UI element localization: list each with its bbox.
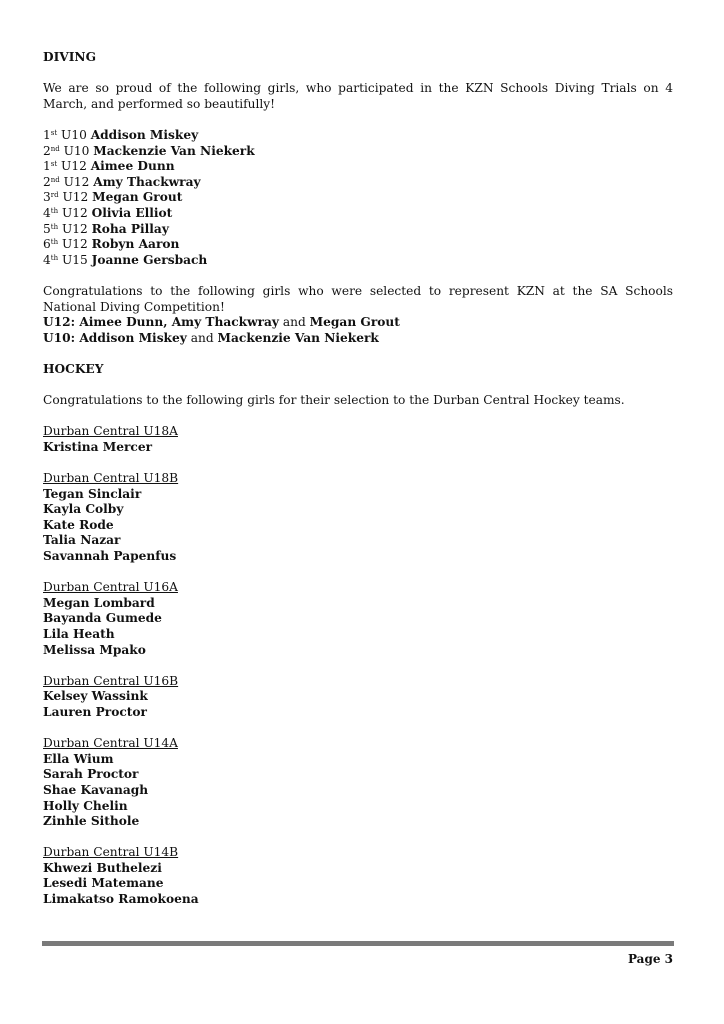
- hockey-team-u18b: [43, 471, 673, 565]
- team-title: Durban Central U18A: [43, 424, 178, 439]
- team-member: Talia Nazar: [43, 533, 121, 548]
- diving-result: 4th U12 Olivia Elliot: [43, 205, 173, 220]
- diving-result: 1st U10 Addison Miskey: [43, 127, 199, 142]
- team-member: Limakatso Ramokoena: [43, 892, 199, 907]
- diving-result: 5th U12 Roha Pillay: [43, 221, 169, 236]
- team-member: Sarah Proctor: [43, 767, 139, 782]
- diving-result: 4th U15 Joanne Gersbach: [43, 252, 208, 267]
- hockey-heading: HOCKEY: [43, 361, 104, 376]
- team-member: Lesedi Matemane: [43, 876, 164, 891]
- team-title: Durban Central U16A: [43, 580, 178, 595]
- footer-divider: [42, 941, 674, 946]
- diving-results-list: [43, 128, 673, 268]
- page-number: Page 3: [627, 952, 673, 966]
- diving-u12-selection: U12: Aimee Dunn, Amy Thackwray and Megan Grout: [43, 315, 400, 330]
- team-title: Durban Central U14B: [43, 845, 179, 860]
- hockey-team-u14a: [43, 736, 673, 830]
- diving-heading: DIVING: [43, 50, 96, 64]
- team-member: Holly Chelin: [43, 798, 128, 813]
- diving-result: 2nd U12 Amy Thackwray: [43, 174, 201, 189]
- team-member: Kristina Mercer: [43, 439, 153, 454]
- diving-u10-selection: U10: Addison Miskey and Mackenzie Van Niekerk: [43, 330, 379, 345]
- team-member: Kate Rode: [43, 517, 114, 532]
- hockey-team-u18a: [43, 424, 673, 455]
- team-member: Bayanda Gumede: [43, 611, 162, 626]
- hockey-team-u16a: [43, 580, 673, 658]
- team-member: Tegan Sinclair: [43, 486, 142, 501]
- team-member: Ella Wium: [43, 751, 114, 766]
- team-member: Khwezi Buthelezi: [43, 860, 162, 875]
- hockey-intro: Congratulations to the following girls for their selection to the Durban Central Hockey teams.: [43, 393, 625, 408]
- team-member: Kelsey Wassink: [43, 689, 148, 704]
- diving-intro: We are so proud of the following girls, who participated in the KZN Schools Diving Trials on 4 March, and performed so beautifully!: [43, 81, 673, 111]
- page-content: [43, 50, 673, 908]
- team-member: Zinhle Sithole: [43, 814, 140, 829]
- hockey-team-u14b: [43, 845, 673, 907]
- team-member: Megan Lombard: [43, 595, 155, 610]
- diving-result: 2nd U10 Mackenzie Van Niekerk: [43, 143, 255, 158]
- hockey-team-u16b: [43, 674, 673, 721]
- team-member: Kayla Colby: [43, 502, 124, 517]
- team-member: Melissa Mpako: [43, 642, 146, 657]
- team-member: Savannah Papenfus: [43, 549, 177, 563]
- team-title: Durban Central U16B: [43, 673, 179, 688]
- team-member: Shae Kavanagh: [43, 782, 149, 797]
- diving-selection-text: Congratulations to the following girls who were selected to represent KZN at the SA Schools National Diving Competition!: [43, 283, 673, 314]
- team-member: Lila Heath: [43, 626, 115, 641]
- team-title: Durban Central U18B: [43, 471, 179, 486]
- diving-result: 6th U12 Robyn Aaron: [43, 237, 180, 252]
- diving-result: 1st U12 Aimee Dunn: [43, 159, 175, 174]
- team-member: Lauren Proctor: [43, 704, 147, 719]
- diving-result: 3rd U12 Megan Grout: [43, 190, 183, 205]
- team-title: Durban Central U14A: [43, 736, 178, 751]
